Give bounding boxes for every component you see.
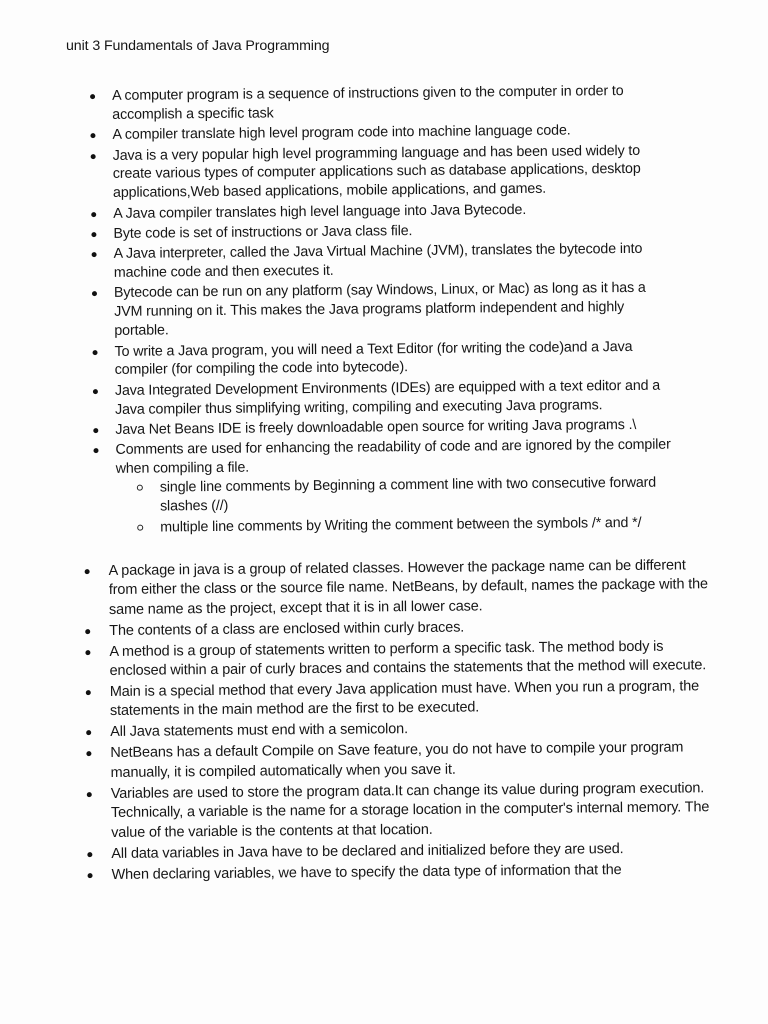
sub-bullet-multi-line: multiple line comments by Writing the comment between the symbols /* and */: [160, 513, 700, 537]
notes-body: [0, 81, 768, 888]
bullet-data-type: When declaring variables, we have to specify the data type of information that the: [111, 860, 711, 885]
bullet-java-popular: Java is a very popular high level programming language and has been used widely to create various types of computer applications such as database applications, desktop applications,Web based applications, mobile applications, and games.: [113, 141, 674, 203]
bullet-netbeans: Java Net Beans IDE is freely downloadable open source for writing Java programs .\: [115, 415, 675, 439]
bullet-compile-on-save: NetBeans has a default Compile on Save feature, you do not have to compile your program manually, it is compiled automatically when you save it.: [110, 739, 710, 784]
bullet-platform-independent: Bytecode can be run on any platform (say Windows, Linux, or Mac) as long as it has a JVM running on it. This makes the Java programs platform independent and highly portable.: [114, 279, 675, 341]
bullet-variables: Variables are used to store the program data.It can change its value during program execution. Technically, a variable is the name for a storage location in the computer's internal memory. The value of the variable is the contents at that location.: [111, 779, 712, 843]
sub-bullet-single-line: single line comments by Beginning a comment line with two consecutive forward slashes (//): [160, 473, 700, 516]
bullet-jvm: A Java interpreter, called the Java Virtual Machine (JVM), translates the bytecode into machine code and then executes it.: [114, 240, 674, 283]
bullet-byte-code: Byte code is set of instructions or Java class file.: [113, 219, 673, 243]
bullet-compiler: A compiler translate high level program code into machine language code.: [112, 121, 672, 145]
bullet-text-editor: To write a Java program, you will need a Text Editor (for writing the code)and a Java compiler (for compiling the code into bytecode).: [114, 337, 674, 380]
bullet-method: A method is a group of statements written to perform a specific task. The method body is enclosed within a pair of curly braces and contains the statements that the method will execute.: [109, 637, 709, 682]
bullet-declare-variables: All data variables in Java have to be declared and initialized before they are used.: [111, 839, 711, 864]
bullet-class-contents: The contents of a class are enclosed within curly braces.: [109, 616, 709, 641]
bullet-main-method: Main is a special method that every Java application must have. When you run a program, the statements in the main method are the first to be executed.: [110, 677, 710, 722]
page-title: unit 3 Fundamentals of Java Programming: [66, 38, 330, 54]
bullet-computer-program: A computer program is a sequence of instructions given to the computer in order to accomplish a specific task: [112, 82, 672, 125]
comment-types-list: [116, 474, 677, 538]
bullet-ide: Java Integrated Development Environments (IDEs) are equipped with a text editor and a Java compiler thus simplifying writing, compiling and executing Java programs.: [115, 376, 675, 419]
bullet-list-concepts: [5, 555, 768, 886]
bullet-package: A package in java is a group of related classes. However the package name can be different from either the class or the source file name. NetBeans, by default, names the package with the same name as the project, except that it is in all lower case.: [109, 556, 710, 620]
bullet-comments: Comments are used for enhancing the readability of code and are ignored by the compiler when compiling a file. single line comments by Beginning a comment line with two consecutive forward slashes (//) multiple line comments by Writing the comment between the symbols /* and */: [115, 436, 676, 538]
bullet-java-compiler: A Java compiler translates high level language into Java Bytecode.: [113, 199, 673, 223]
bullet-semicolon: All Java statements must end with a semicolon.: [110, 718, 710, 743]
bullet-list-intro: [0, 81, 768, 539]
